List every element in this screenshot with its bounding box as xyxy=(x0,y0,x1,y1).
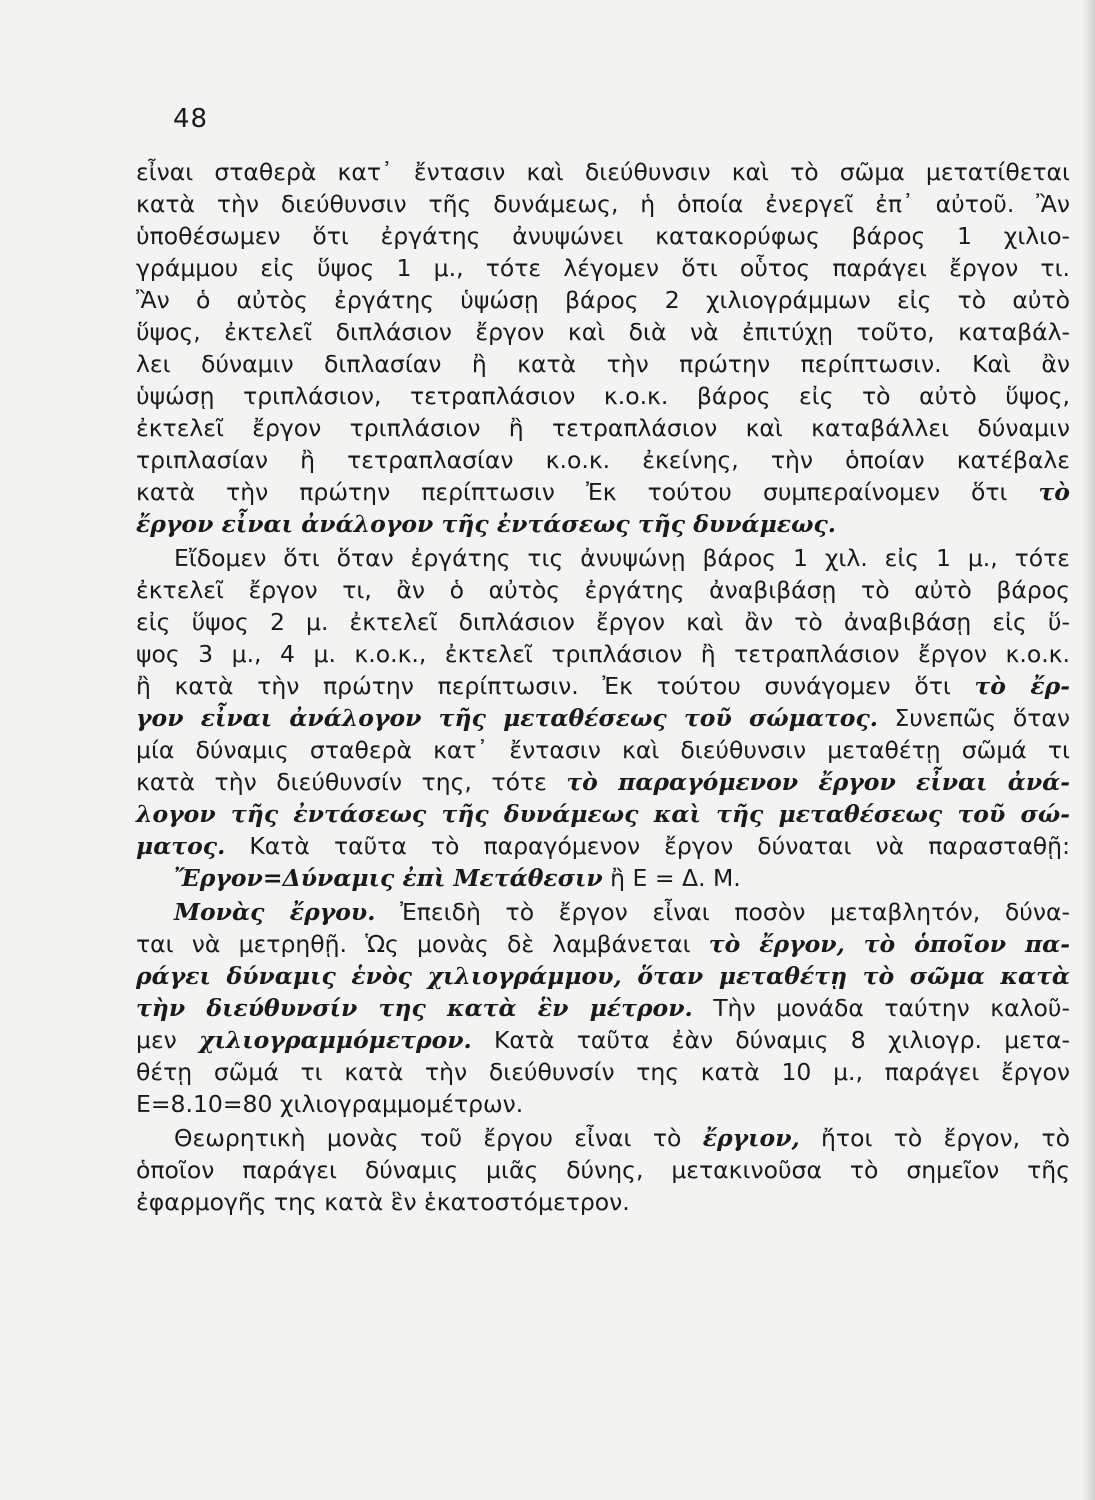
text-segment: ται νὰ μετρηθῇ. Ὡς μονὰς δὲ λαμβάνεται xyxy=(136,930,709,958)
text-line xyxy=(136,960,1070,992)
emphasized-text: ἔργον εἶναι ἀνάλογον τῆς ἐντάσεως τῆς δυνάμεως. xyxy=(136,510,836,538)
text-segment: ὑποθέσωμεν ὅτι ἐργάτης ἀνυψώνει κατακορύφως βάρος 1 χιλιο- xyxy=(136,222,1070,250)
text-line xyxy=(136,348,1070,380)
text-line xyxy=(136,476,1070,508)
text-line xyxy=(136,508,1070,540)
text-line xyxy=(136,252,1070,284)
text-segment: ἢ κατὰ τὴν πρώτην περίπτωσιν. Ἐκ τούτου συνάγομεν ὅτι xyxy=(136,672,975,700)
text-line xyxy=(136,830,1070,862)
text-segment: ὁποῖον παράγει δύναμις μιᾶς δύνης, μετακινοῦσα τὸ σημεῖον τῆς xyxy=(136,1156,1070,1184)
text-line xyxy=(136,992,1070,1024)
text-segment: ἢ Ε = Δ. Μ. xyxy=(602,864,741,892)
text-segment: κατὰ τὴν διεύθυνσίν της, τότε xyxy=(136,768,567,796)
text-line xyxy=(174,862,1070,894)
text-segment: Ἂν ὁ αὐτὸς ἐργάτης ὑψώσῃ βάρος 2 χιλιογράμμων εἰς τὸ αὐτὸ xyxy=(136,286,1070,314)
emphasized-text: ἔργιον, xyxy=(702,1124,800,1152)
emphasized-text: λογον τῆς ἐντάσεως τῆς δυνάμεως καὶ τῆς μεταθέσεως τοῦ σώ- xyxy=(136,800,1070,828)
text-line xyxy=(136,638,1070,670)
text-segment: Τὴν μονάδα ταύτην καλοῦ- xyxy=(692,994,1070,1022)
text-segment: ὕψος, ἐκτελεῖ διπλάσιον ἔργον καὶ διὰ νὰ ἐπιτύχῃ τοῦτο, καταβάλ- xyxy=(136,318,1070,346)
emphasized-text: γον εἶναι ἀνάλογον τῆς μεταθέσεως τοῦ σώματος. xyxy=(136,704,878,732)
text-line xyxy=(136,702,1070,734)
page-number: 48 xyxy=(173,104,209,134)
text-segment: ἐκτελεῖ ἔργον τι, ἂν ὁ αὐτὸς ἐργάτης ἀναβιβάσῃ τὸ αὐτὸ βάρος xyxy=(136,576,1070,604)
emphasized-text: χιλιογραμμόμετρον. xyxy=(199,1026,472,1054)
text-line xyxy=(136,606,1070,638)
emphasized-text: τὸ παραγόμενον ἔργον εἶναι ἀνά- xyxy=(566,768,1070,796)
text-segment: κατὰ τὴν διεύθυνσιν τῆς δυνάμεως, ἡ ὁποία ἐνεργεῖ ἐπ᾽ αὐτοῦ. Ἂν xyxy=(136,190,1070,218)
text-line xyxy=(136,1056,1070,1088)
text-line xyxy=(136,220,1070,252)
text-segment: εἰς ὕψος 2 μ. ἐκτελεῖ διπλάσιον ἔργον καὶ ἂν τὸ ἀναβιβάσῃ εἰς ὕ- xyxy=(136,608,1070,636)
text-line xyxy=(136,670,1070,702)
text-line xyxy=(136,444,1070,476)
text-line xyxy=(136,412,1070,444)
text-line xyxy=(136,188,1070,220)
text-line xyxy=(136,1186,1070,1218)
text-line xyxy=(136,798,1070,830)
emphasized-text: Μονὰς ἔργου. xyxy=(174,898,376,926)
text-segment: ψος 3 μ., 4 μ. κ.ο.κ., ἐκτελεῖ τριπλάσιον ἢ τετραπλάσιον ἔργον κ.ο.κ. xyxy=(136,640,1070,668)
text-line xyxy=(174,542,1070,574)
text-segment: Εἴδομεν ὅτι ὅταν ἐργάτης τις ἀνυψώνῃ βάρος 1 χιλ. εἰς 1 μ., τότε xyxy=(174,544,1070,572)
text-line xyxy=(136,1024,1070,1056)
text-line xyxy=(136,928,1070,960)
text-segment: ἤτοι τὸ ἔργον, τὸ xyxy=(799,1124,1070,1152)
emphasized-text: τὸ xyxy=(1038,478,1070,506)
text-segment: θέτῃ σῶμά τι κατὰ τὴν διεύθυνσίν της κατὰ 10 μ., παράγει ἔργον xyxy=(136,1058,1070,1086)
text-segment: Θεωρητικὴ μονὰς τοῦ ἔργου εἶναι τὸ xyxy=(174,1124,703,1152)
text-segment: μία δύναμις σταθερὰ κατ᾽ ἔντασιν καὶ διεύθυνσιν μεταθέτῃ σῶμά τι xyxy=(136,736,1070,764)
emphasized-text: τὸ ἔρ- xyxy=(974,672,1070,700)
text-segment: Ε=8.10=80 χιλιογραμμομέτρων. xyxy=(136,1090,524,1118)
text-segment: κατὰ τὴν πρώτην περίπτωσιν Ἐκ τούτου συμπεραίνομεν ὅτι xyxy=(136,478,1039,506)
text-segment: Κατὰ ταῦτα τὸ παραγόμενον ἔργον δύναται νὰ παρασταθῇ: xyxy=(225,832,1070,860)
text-line xyxy=(136,1154,1070,1186)
text-segment: εἶναι σταθερὰ κατ᾽ ἔντασιν καὶ διεύθυνσιν καὶ τὸ σῶμα μετατίθεται xyxy=(136,158,1070,186)
text-line xyxy=(136,574,1070,606)
text-line xyxy=(136,284,1070,316)
text-line xyxy=(136,316,1070,348)
emphasized-text: τὴν διεύθυνσίν της κατὰ ἓν μέτρον. xyxy=(136,994,693,1022)
text-line xyxy=(174,1122,1070,1154)
text-segment: γράμμου εἰς ὕψος 1 μ., τότε λέγομεν ὅτι οὗτος παράγει ἔργον τι. xyxy=(136,254,1070,282)
text-line xyxy=(136,1088,1070,1120)
text-segment: Ἐπειδὴ τὸ ἔργον εἶναι ποσὸν μεταβλητόν, δύνα- xyxy=(375,898,1070,926)
text-line xyxy=(136,734,1070,766)
text-line xyxy=(174,896,1070,928)
text-segment: ὑψώσῃ τριπλάσιον, τετραπλάσιον κ.ο.κ. βάρος εἰς τὸ αὐτὸ ὕψος, xyxy=(136,382,1070,410)
text-line xyxy=(136,380,1070,412)
text-segment: λει δύναμιν διπλασίαν ἢ κατὰ τὴν πρώτην περίπτωσιν. Καὶ ἂν xyxy=(136,350,1070,378)
emphasized-text: τὸ ἔργον, τὸ ὁποῖον πα- xyxy=(708,930,1070,958)
text-segment: ἐκτελεῖ ἔργον τριπλάσιον ἢ τετραπλάσιον καὶ καταβάλλει δύναμιν xyxy=(136,414,1070,442)
emphasized-text: ματος. xyxy=(136,832,226,860)
page-edge-shadow xyxy=(1081,0,1095,1500)
text-segment: μεν xyxy=(136,1026,199,1054)
emphasized-text: ράγει δύναμις ἑνὸς χιλιογράμμου, ὅταν μεταθέτῃ τὸ σῶμα κατὰ xyxy=(136,962,1070,990)
text-segment: ἐφαρμογῆς της κατὰ ἓν ἑκατοστόμετρον. xyxy=(136,1188,630,1216)
text-line xyxy=(136,156,1070,188)
emphasized-text: Ἔργον=Δύναμις ἐπὶ Μετάθεσιν xyxy=(174,864,603,892)
text-segment: τριπλασίαν ἢ τετραπλασίαν κ.ο.κ. ἐκείνης, τὴν ὁποίαν κατέβαλε xyxy=(136,446,1070,474)
text-line xyxy=(136,766,1070,798)
text-segment: Συνεπῶς ὅταν xyxy=(877,704,1070,732)
text-segment: Κατὰ ταῦτα ἐὰν δύναμις 8 χιλιογρ. μετα- xyxy=(471,1026,1070,1054)
